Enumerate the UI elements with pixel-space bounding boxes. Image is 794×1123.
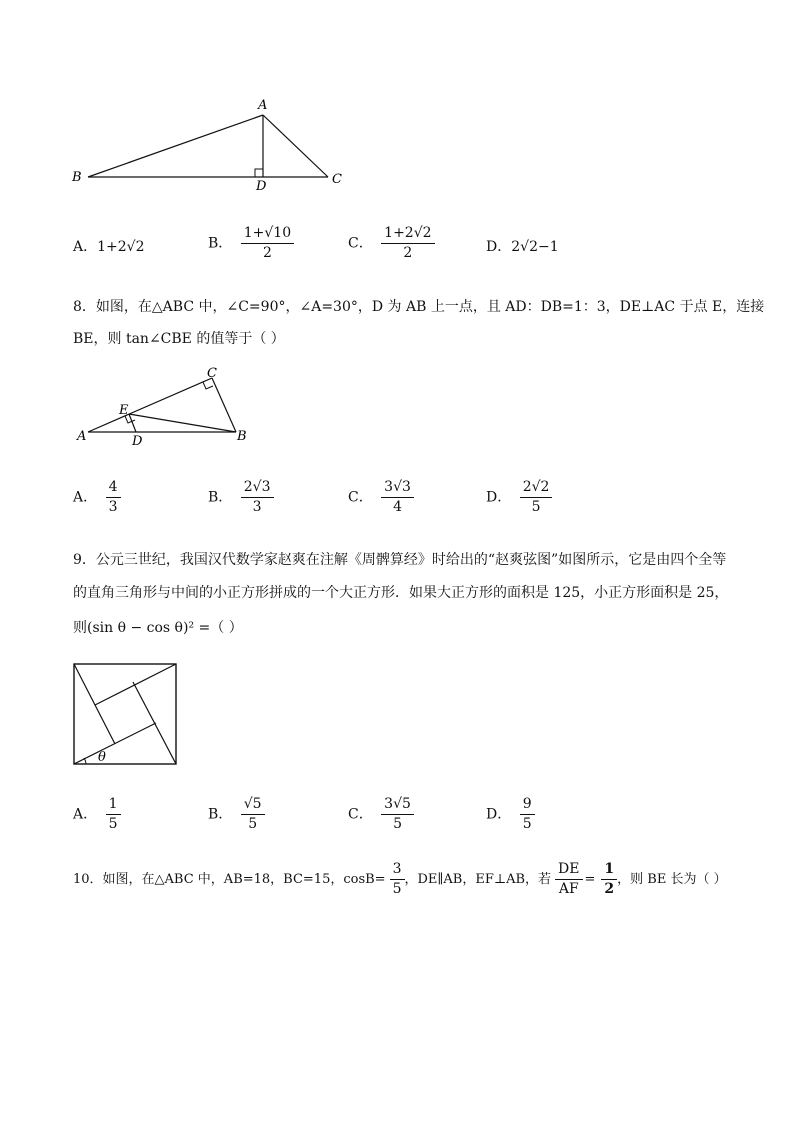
segment-ac [88,378,212,432]
right-angle-mark-c [203,382,213,389]
angle-theta-arc [84,758,86,764]
q7-option-a[interactable]: A．1+2√2 [73,239,145,255]
q7-option-c[interactable]: C． $\frac{1+2√2}{2}$ [348,224,435,263]
q9-option-c[interactable]: C． $\frac{3√5}{5}$ [348,795,414,834]
q7-option-a-value: 1+2√2 [97,239,145,255]
q9-stem-line2: 的直角三角形与中间的小正方形拼成的一个大正方形．如果大正方形的面积是 125，小正方形面积是 25， [73,585,729,601]
q8-option-c[interactable]: C． $\frac{3√3}{4}$ [348,478,414,517]
label-theta: θ [98,750,106,765]
q7-option-b[interactable]: B． $\frac{1+√10}{2}$ [208,224,294,263]
label-e: E [119,403,129,418]
label-d: D [256,179,267,194]
q7-option-d-value: 2√2−1 [511,239,559,255]
q9-stem-line1: 9．公元三世纪，我国汉代数学家赵爽在注解《周髀算经》时给出的“赵爽弦图”如图所示，它是由四个全等 [73,552,727,568]
segment-ac [263,115,328,177]
q8-stem-line2: BE，则 tan∠CBE 的值等于（ ） [73,331,285,347]
q10-stem: 10．如图，在△ABC 中，AB=18，BC=15，cosB= $\frac{3}{5}$ ，DE∥AB，EF⊥AB，若 $\frac{DE}{AF}$ = $\frac{1}{2}$ ，则 BE 长为（ ） [73,861,727,897]
q9-option-b[interactable]: B． $\frac{√5}{5}$ [208,795,265,834]
segment-ba [88,115,263,177]
q8-option-b[interactable]: B． $\frac{2√3}{3}$ [208,478,274,517]
label-c: C [207,366,217,381]
q8-option-d[interactable]: D． $\frac{2√2}{5}$ [486,478,552,517]
outer-square [74,664,176,764]
chord-3 [95,664,176,705]
q10-half-fraction: $\frac{1}{2}$ [601,860,617,899]
right-angle-mark [255,169,263,177]
label-a: A [258,98,268,113]
chord-4 [74,664,115,744]
segment-eb [129,414,236,432]
label-d: D [132,434,143,449]
q9-option-d[interactable]: D． $\frac{9}{5}$ [486,795,535,834]
figure-q7-triangle [60,95,360,195]
q10-cos-fraction: $\frac{3}{5}$ [390,860,405,899]
q8-option-a[interactable]: A． $\frac{4}{3}$ [73,478,121,517]
figure-q9-zhao-shuang-square [72,662,182,768]
q7-option-d[interactable]: D．2√2−1 [486,239,559,255]
q7-option-b-fraction: $\frac{1+√10}{2}$ [241,224,294,263]
q9-stem-line3: 则(sin θ − cos θ)² =（ ） [73,620,243,636]
segment-cb [212,378,236,432]
segment-de [129,414,136,432]
q8-stem-line1: 8．如图，在△ABC 中，∠C=90°，∠A=30°，D 为 AB 上一点，且 AD：DB=1：3，DE⊥AC 于点 E，连接 [73,299,765,315]
chord-2 [133,682,176,764]
label-a: A [77,429,87,444]
q9-option-a[interactable]: A． $\frac{1}{5}$ [73,795,121,834]
label-c: C [332,172,342,187]
q10-ratio-fraction: $\frac{DE}{AF}$ [555,860,582,899]
label-b: B [72,170,82,185]
label-b: B [237,429,247,444]
q7-option-c-fraction: $\frac{1+2√2}{2}$ [381,224,434,263]
figure-q8-triangle [72,366,262,450]
